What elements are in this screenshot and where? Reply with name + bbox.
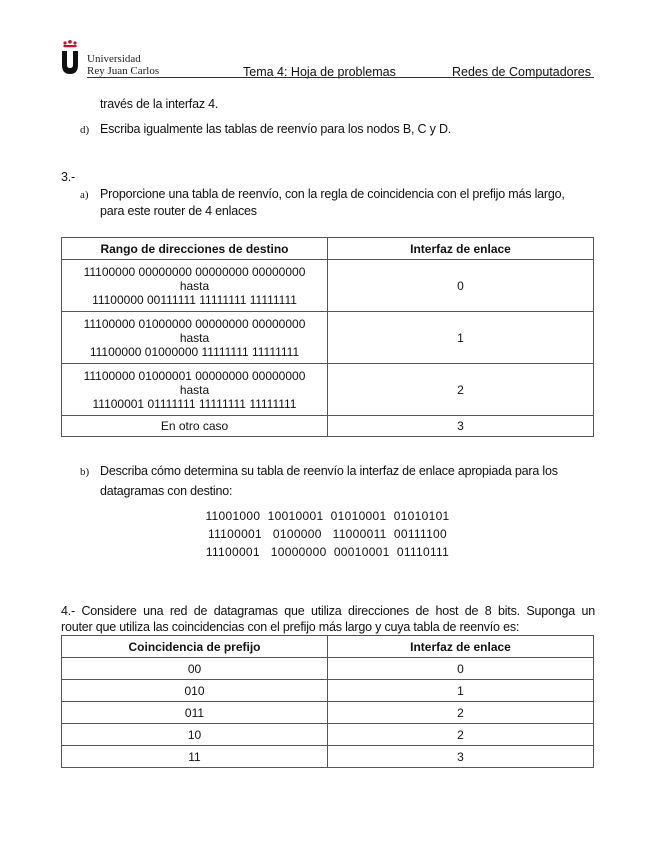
col-header-interface: Interfaz de enlace (328, 238, 594, 260)
problem4-text-line2: router que utiliza las coincidencias con el prefijo más largo y cuya tabla de reenvío es: (61, 620, 520, 634)
range-cell (62, 312, 328, 364)
col-header-range: Rango de direcciones de destino (62, 238, 328, 260)
range-from: 11100000 00000000 00000000 00000000 (83, 264, 306, 279)
intro-continuation: través de la interfaz 4. (100, 97, 219, 111)
item-b-text-line2: datagramas con destino: (100, 484, 233, 498)
table-row (62, 702, 594, 724)
problem4-text-line1: 4.- Considere una red de datagramas que utiliza direcciones de host de 8 bits. Suponga un (61, 604, 595, 618)
university-name-line2: Rey Juan Carlos (87, 65, 160, 77)
range-sep: hasta (179, 278, 210, 293)
range-to: 11100000 01000000 11111111 11111111 (89, 344, 300, 359)
forwarding-table-ranges (61, 237, 594, 437)
table-row (62, 724, 594, 746)
problem3-number: 3.- (61, 170, 75, 184)
table-row (62, 680, 594, 702)
datagram-1: 11001000 10010001 01010001 01010101 (205, 509, 450, 523)
u-letter-icon (62, 51, 78, 74)
table-row (62, 364, 594, 416)
header-course: Redes de Computadores (452, 65, 591, 79)
prefix-cell: 010 (62, 680, 328, 702)
interface-cell: 2 (328, 724, 594, 746)
range-to: 11100001 01111111 11111111 11111111 (92, 396, 297, 411)
range-from: 11100000 01000001 00000000 00000000 (83, 368, 306, 383)
interface-cell: 3 (328, 746, 594, 768)
item-a-label: a) (80, 189, 89, 201)
interface-cell: 1 (328, 312, 594, 364)
range-cell (62, 260, 328, 312)
prefix-cell: 00 (62, 658, 328, 680)
prefix-cell: 11 (62, 746, 328, 768)
table-row (62, 312, 594, 364)
university-name-line1: Universidad (87, 53, 141, 65)
item-b-text-line1: Describa cómo determina su tabla de reenvío la interfaz de enlace apropiada para los (100, 464, 558, 478)
item-a-text-line1: Proporcione una tabla de reenvío, con la regla de coincidencia con el prefijo más largo, (100, 187, 565, 201)
col-header-prefix: Coincidencia de prefijo (62, 636, 328, 658)
range-sep: hasta (179, 382, 210, 397)
interface-cell: 0 (328, 260, 594, 312)
table-row (62, 746, 594, 768)
item-d-text: Escriba igualmente las tablas de reenvío para los nodos B, C y D. (100, 122, 452, 136)
datagram-3: 11100001 10000000 00010001 01110111 (205, 545, 450, 559)
interface-cell: 1 (328, 680, 594, 702)
item-b-label: b) (80, 466, 90, 478)
table-row (62, 658, 594, 680)
forwarding-table-prefixes (61, 635, 594, 768)
range-cell-other: En otro caso (62, 416, 328, 437)
prefix-cell: 011 (62, 702, 328, 724)
table-row (62, 416, 594, 437)
table-row (62, 260, 594, 312)
interface-cell: 2 (328, 364, 594, 416)
item-a-text-line2: para este router de 4 enlaces (100, 204, 257, 218)
range-from: 11100000 01000000 00000000 00000000 (83, 316, 306, 331)
university-name (87, 53, 159, 77)
interface-cell: 3 (328, 416, 594, 437)
range-sep: hasta (179, 330, 210, 345)
col-header-interface: Interfaz de enlace (328, 636, 594, 658)
header-rule (87, 77, 594, 78)
range-cell (62, 364, 328, 416)
interface-cell: 2 (328, 702, 594, 724)
crown-icon (63, 40, 76, 47)
prefix-cell: 10 (62, 724, 328, 746)
interface-cell: 0 (328, 658, 594, 680)
item-d-label: d) (80, 124, 90, 136)
header-title: Tema 4: Hoja de problemas (243, 65, 396, 79)
range-to: 11100000 00111111 11111111 11111111 (92, 292, 297, 307)
datagram-2: 11100001 0100000 11000011 00111100 (207, 527, 448, 541)
